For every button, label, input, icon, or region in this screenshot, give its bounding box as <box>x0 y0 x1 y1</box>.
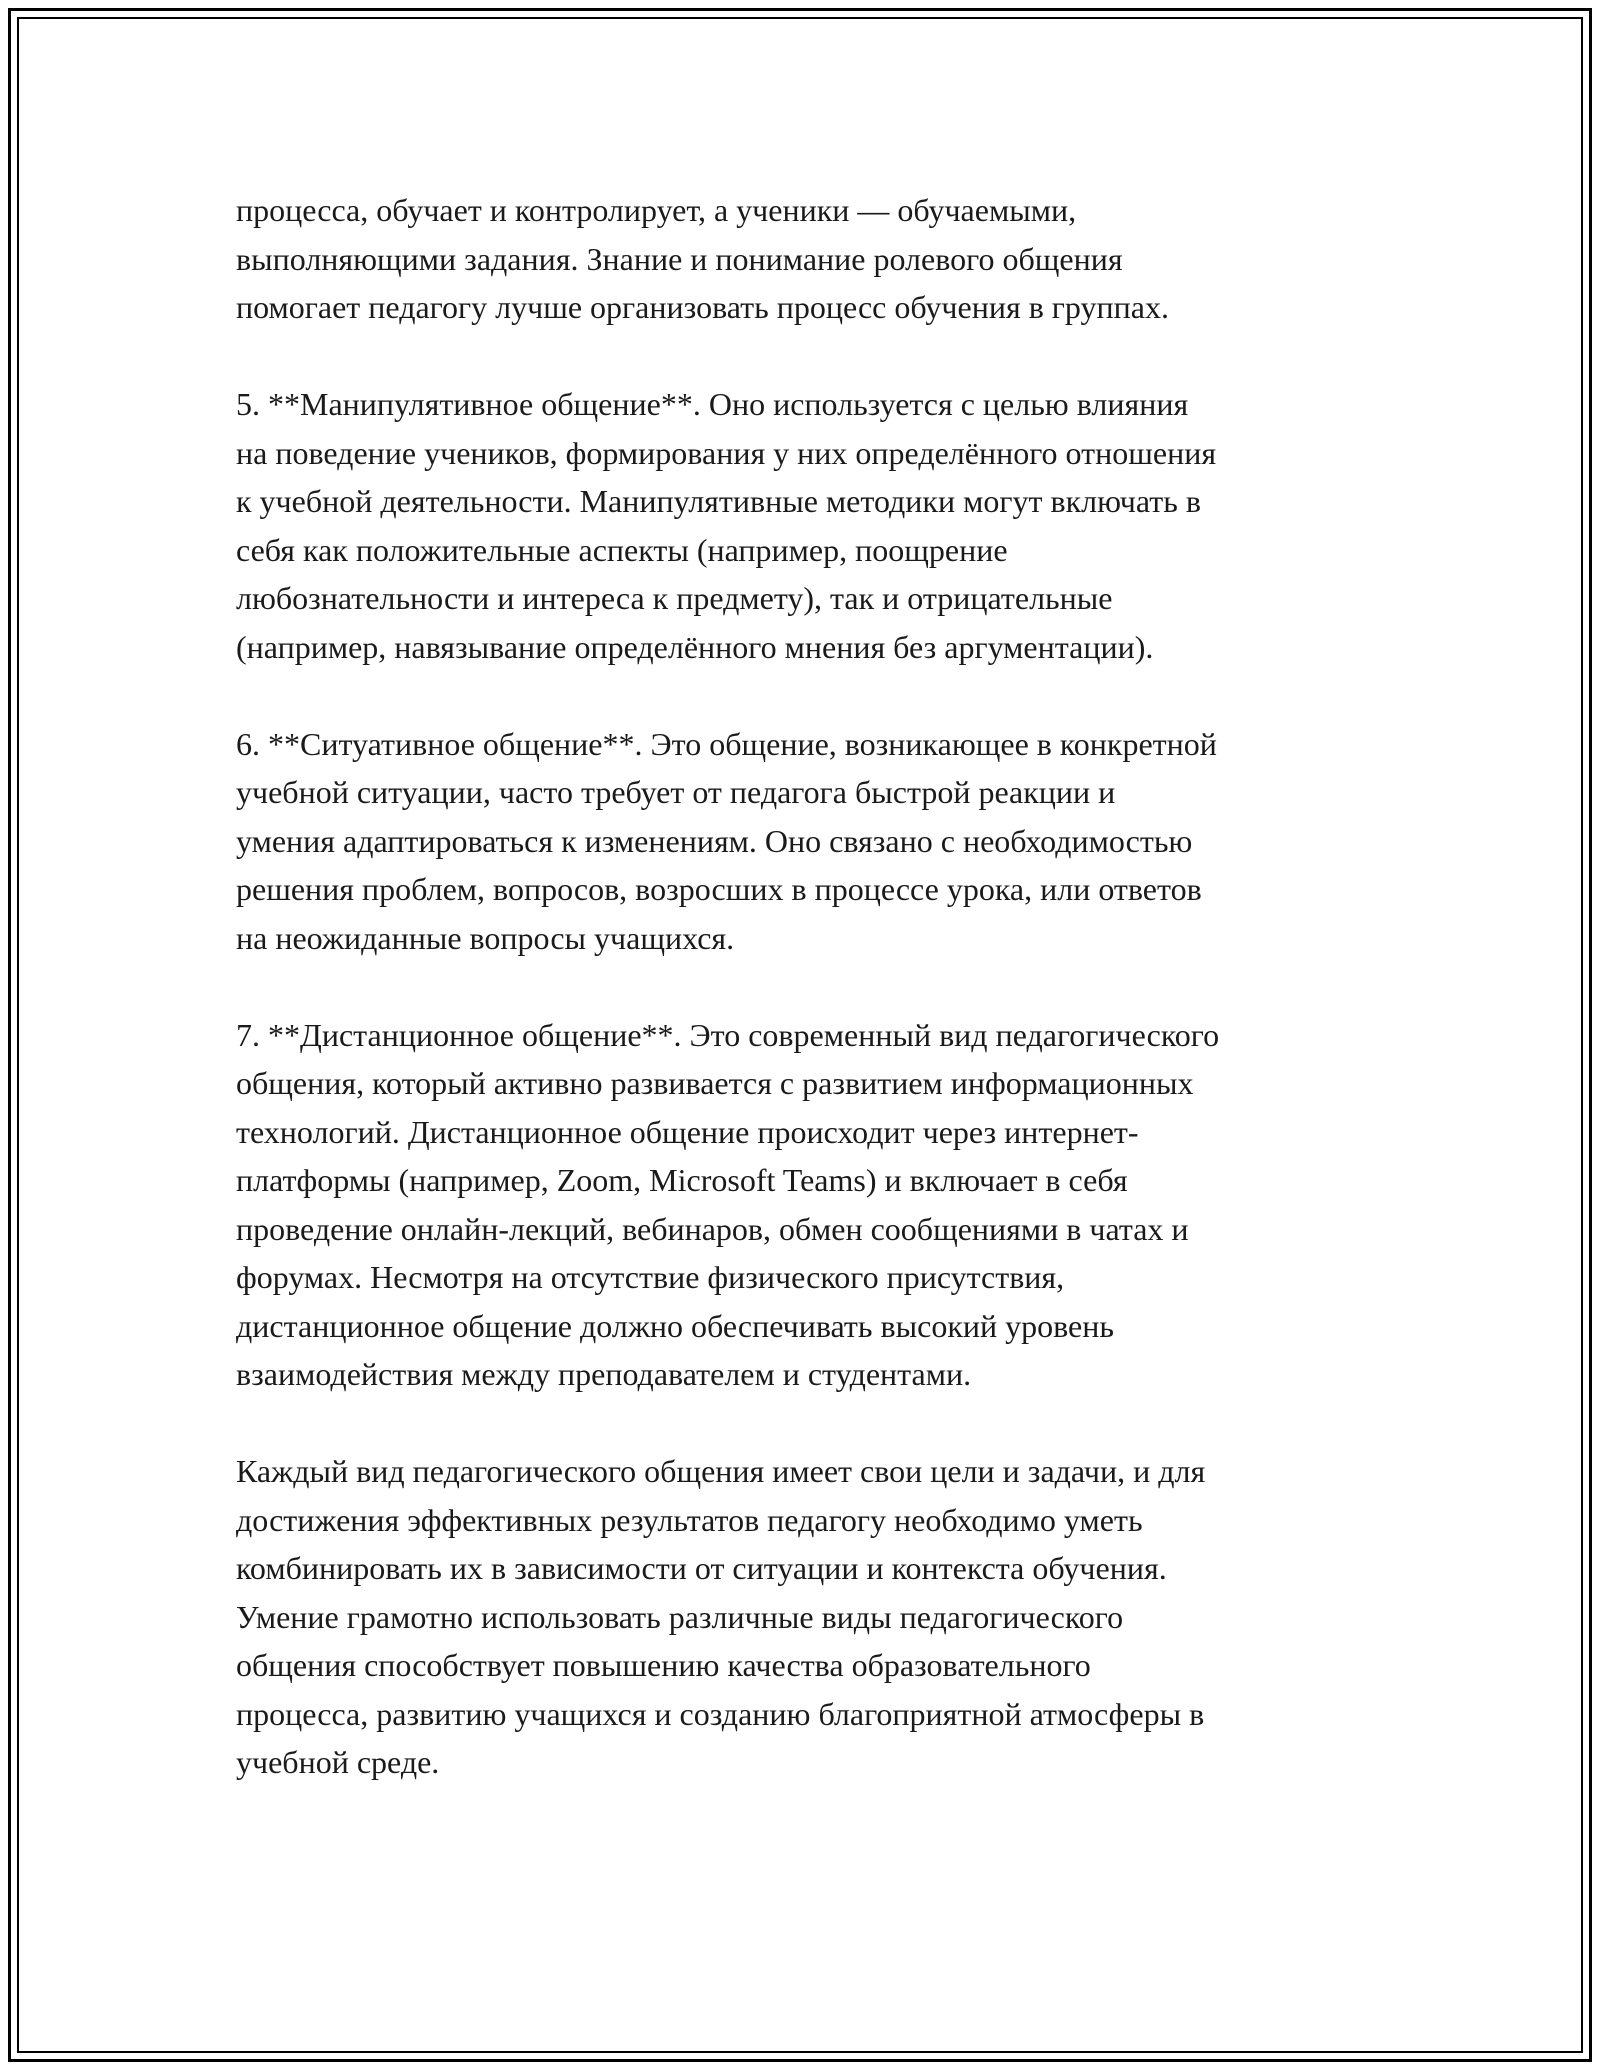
paragraph-conclusion <box>236 1447 1376 1787</box>
paragraph-role-communication-continuation <box>236 186 1376 332</box>
paragraph-manipulative-communication <box>236 380 1376 671</box>
text-line: взаимодействия между преподавателем и студентами. <box>236 1356 972 1392</box>
text-line: (например, навязывание определённого мнения без аргументации). <box>236 628 1154 665</box>
text-line: процесса, развитию учащихся и созданию благоприятной атмосферы в <box>236 1695 1205 1732</box>
text-line: общения способствует повышению качества образовательного <box>236 1647 1091 1683</box>
text-line: на неожиданные вопросы учащихся. <box>236 919 735 956</box>
text-line: Каждый вид педагогического общения имеет свои цели и задачи, и для <box>236 1453 1206 1489</box>
text-line: к учебной деятельности. Манипулятивные методики могут включать в <box>236 483 1201 519</box>
text-line: любознательности и интереса к предмету), так и отрицательные <box>236 580 1113 616</box>
text-line: на поведение учеников, формирования у них определённого отношения <box>236 434 1217 471</box>
text-line: себя как положительные аспекты (например, поощрение <box>236 531 1008 568</box>
text-line: форумах. Несмотря на отсутствие физического присутствия, <box>236 1259 1065 1295</box>
text-line: 7. **Дистанционное общение**. Это современный вид педагогического <box>236 1016 1220 1053</box>
text-line: учебной среде. <box>236 1744 440 1780</box>
paragraph-distance-communication <box>236 1011 1376 1399</box>
text-line: платформы (например, Zoom, Microsoft Teams) и включает в себя <box>236 1162 1128 1198</box>
text-line: процесса, обучает и контролирует, а ученики — обучаемыми, <box>236 192 1077 228</box>
text-line: решения проблем, вопросов, возросших в процессе урока, или ответов <box>236 871 1202 907</box>
text-line: помогает педагогу лучше организовать процесс обучения в группах. <box>236 289 1169 325</box>
text-line: комбинировать их в зависимости от ситуации и контекста обучения. <box>236 1550 1167 1586</box>
text-line: учебной ситуации, часто требует от педагога быстрой реакции и <box>236 774 1116 810</box>
text-line: проведение онлайн-лекций, вебинаров, обмен сообщениями в чатах и <box>236 1210 1189 1247</box>
text-line: выполняющими задания. Знание и понимание ролевого общения <box>236 240 1123 277</box>
text-line: 6. **Ситуативное общение**. Это общение, возникающее в конкретной <box>236 725 1217 762</box>
text-line: общения, который активно развивается с развитием информационных <box>236 1065 1194 1101</box>
text-line: умения адаптироваться к изменениям. Оно связано с необходимостью <box>236 822 1193 859</box>
text-line: технологий. Дистанционное общение происходит через интернет- <box>236 1113 1139 1150</box>
text-line: Умение грамотно использовать различные виды педагогического <box>236 1598 1124 1635</box>
paragraph-situational-communication <box>236 720 1376 963</box>
document-body <box>236 186 1376 1835</box>
text-line: дистанционное общение должно обеспечивать высокий уровень <box>236 1307 1114 1344</box>
text-line: 5. **Манипулятивное общение**. Оно используется с целью влияния <box>236 386 1189 422</box>
text-line: достижения эффективных результатов педагогу необходимо уметь <box>236 1501 1143 1538</box>
